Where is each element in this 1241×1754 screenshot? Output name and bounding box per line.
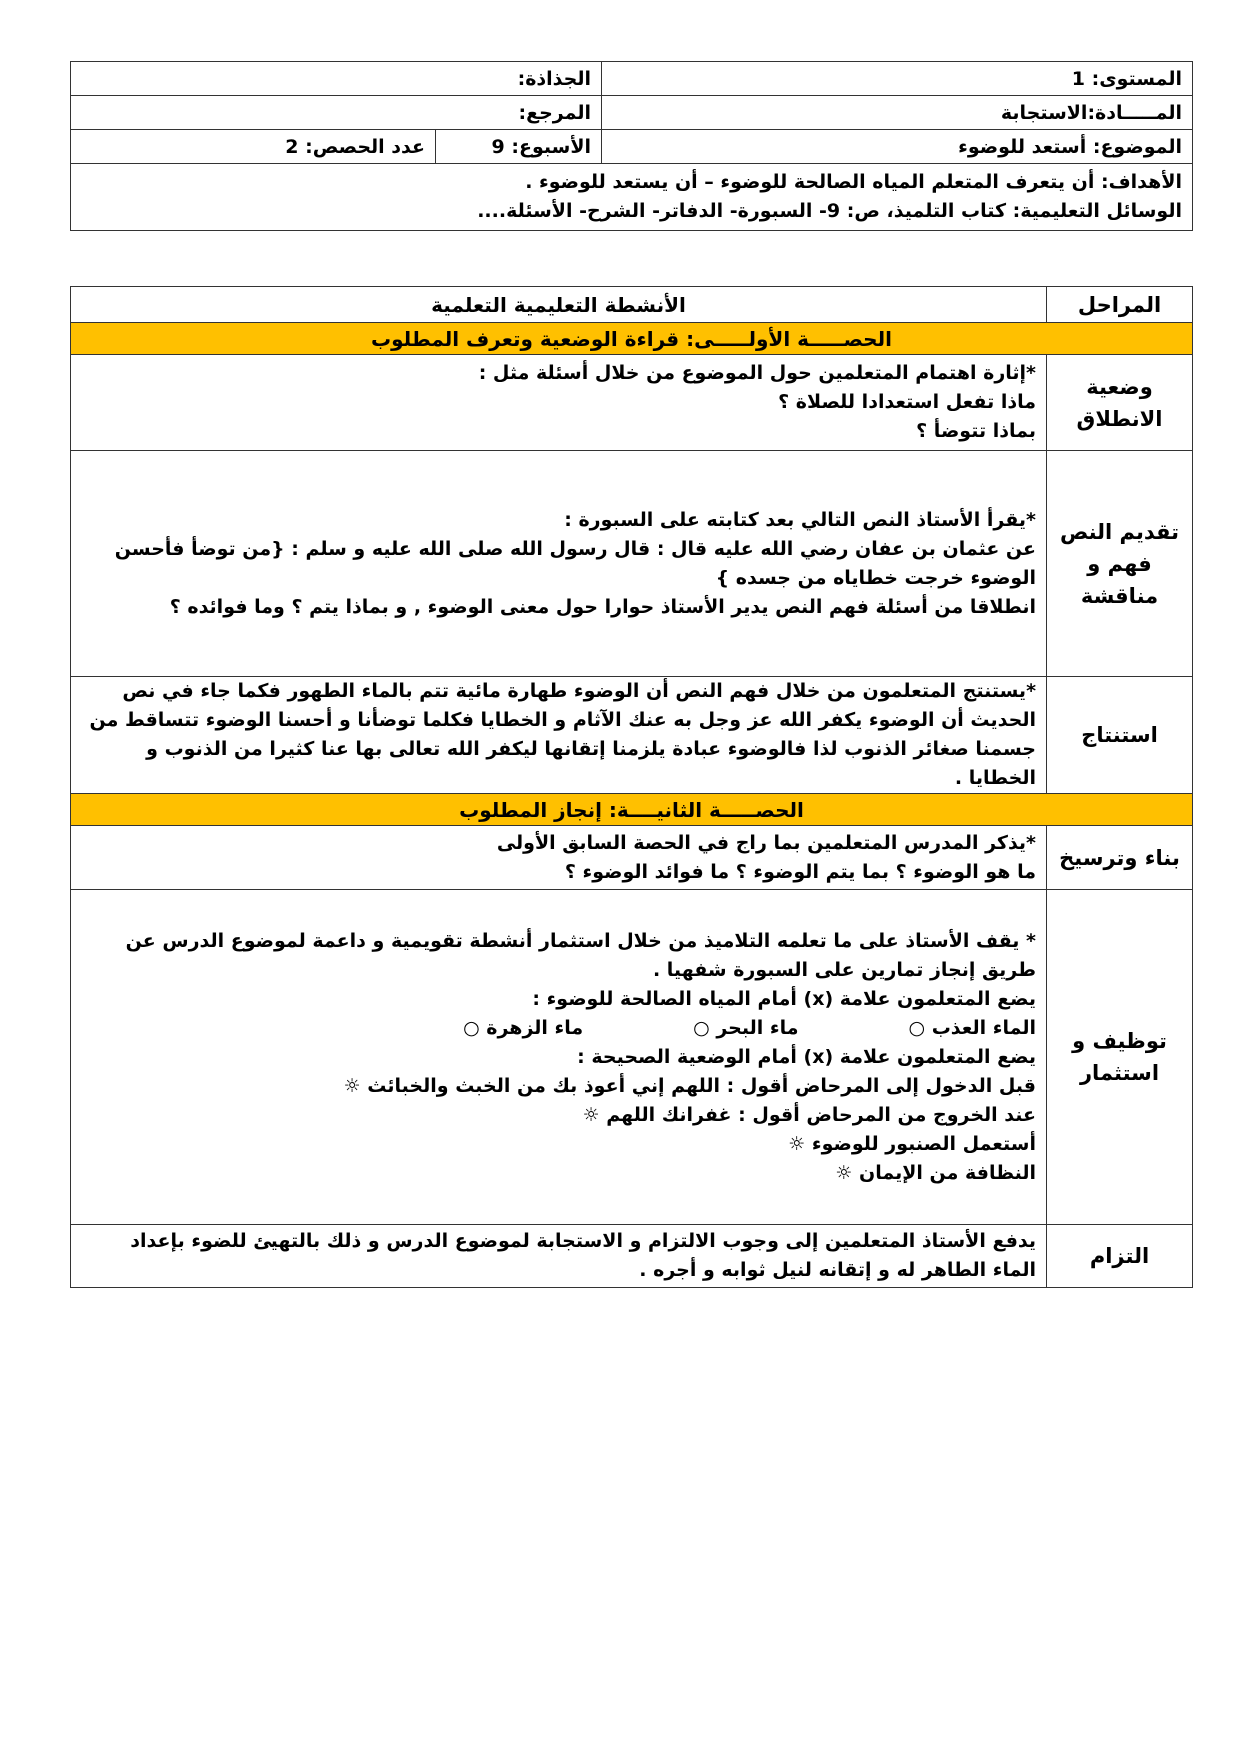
line: ما هو الوضوء ؟ بما يتم الوضوء ؟ ما فوائد الوضوء ؟ (564, 860, 1036, 883)
activity-conclusion (71, 677, 1047, 794)
col-stages: المراحل (1047, 287, 1193, 323)
reference: المرجع: (71, 96, 602, 130)
col-activities: الأنشطة التعليمية التعلمية (71, 287, 1047, 323)
goals-materials (71, 164, 1193, 231)
goals: الأهداف: أن يتعرف المتعلم المياه الصالحة للوضوء – أن يستعد للوضوء . (525, 171, 1182, 193)
line: يضع المتعلمون علامة (x) أمام الوضعية الصحيحة : (577, 1045, 1036, 1068)
line: * يقف الأستاذ على ما تعلمه التلاميذ من خلال استثمار أنشطة تقويمية و داعمة لموضوع الدرس عن طريق إنجاز تمارين على السبورة شفهيا . (125, 929, 1036, 981)
stage-build: بناء وترسيخ (1047, 826, 1193, 890)
water-options (81, 1014, 1036, 1043)
line: يضع المتعلمون علامة (x) أمام المياه الصالحة للوضوء : (532, 987, 1036, 1010)
subject: المـــــادة:الاستجابة (602, 96, 1193, 130)
line: عن عثمان بن عفان رضي الله عليه قال : قال رسول الله صلى الله عليه و سلم : {من توضأ فأحسن الوضوء خرجت خطاياه من جسده } (114, 537, 1036, 589)
session1-band: الحصـــــة الأولـــــى: قراءة الوضعية وتعرف المطلوب (71, 323, 1193, 355)
week: الأسبوع: 9 (436, 130, 602, 164)
line: أستعمل الصنبور للوضوء ☼ (788, 1132, 1036, 1155)
line: قبل الدخول إلى المرحاض أقول : اللهم إني أعوذ بك من الخبث والخبائث ☼ (343, 1074, 1036, 1097)
line: يدفع الأستاذ المتعلمين إلى وجوب الالتزام و الاستجابة لموضوع الدرس و ذلك بالتهيئ للضوء بإعداد الماء الطاهر له و إتقانه لنيل ثوابه و أجره . (130, 1230, 1036, 1281)
topic: الموضوع: أستعد للوضوء (602, 130, 1193, 164)
line: *إثارة اهتمام المتعلمين حول الموضوع من خلال أسئلة مثل : (478, 362, 1036, 384)
line: ماذا تفعل استعدادا للصلاة ؟ (778, 391, 1036, 413)
activity-apply (71, 890, 1047, 1225)
activity-text (71, 451, 1047, 677)
line: *يستنتج المتعلمون من خلال فهم النص أن الوضوء طهارة مائية تتم بالماء الطهور فكما جاء في نص الحديث أن الوضوء يكفر الله عز وجل به عنك الآثام و الخطايا فكلما توضأنا و أحسنا الوضوء تتساقط من جسمنا صغائر الذنوب لذا فالوضوء عبادة يلزمنا إتقانها ليكفر الله تعالى بها عنا كثيرا من الذنوب و الخطايا . (89, 680, 1036, 789)
option-radio[interactable]: ماء البحر ○ (693, 1016, 799, 1039)
session2-band: الحصـــــة الثانيــــة: إنجاز المطلوب (71, 794, 1193, 826)
stage-start: وضعية الانطلاق (1047, 355, 1193, 451)
activity-build (71, 826, 1047, 890)
stage-text: تقديم النص فهم و مناقشة (1047, 451, 1193, 677)
level: المستوى: 1 (602, 62, 1193, 96)
stage-apply: توظيف و استثمار (1047, 890, 1193, 1225)
line: انطلاقا من أسئلة فهم النص يدير الأستاذ حوارا حول معنى الوضوء , و بماذا يتم ؟ وما فوائده ؟ (169, 595, 1036, 618)
line: *يقرأ الأستاذ النص التالي بعد كتابته على السبورة : (564, 508, 1036, 531)
materials: الوسائل التعليمية: كتاب التلميذ، ص: 9- السبورة- الدفاتر- الشرح- الأسئلة.... (477, 200, 1182, 222)
option-radio[interactable]: الماء العذب ○ (908, 1016, 1036, 1039)
line: بماذا تتوضأ ؟ (916, 420, 1036, 442)
activity-start (71, 355, 1047, 451)
lesson-info-table (70, 61, 1193, 231)
line: النظافة من الإيمان ☼ (835, 1161, 1036, 1184)
option-radio[interactable]: ماء الزهرة ○ (463, 1016, 584, 1039)
lesson-steps-table (70, 286, 1193, 1288)
line: *يذكر المدرس المتعلمين بما راج في الحصة السابق الأولى (496, 831, 1036, 854)
activity-commitment (71, 1225, 1047, 1288)
stage-commitment: التزام (1047, 1225, 1193, 1288)
stage-conclusion: استنتاج (1047, 677, 1193, 794)
sheet: الجذاذة: (71, 62, 602, 96)
sessions: عدد الحصص: 2 (71, 130, 436, 164)
line: عند الخروج من المرحاض أقول : غفرانك اللهم ☼ (582, 1103, 1036, 1126)
